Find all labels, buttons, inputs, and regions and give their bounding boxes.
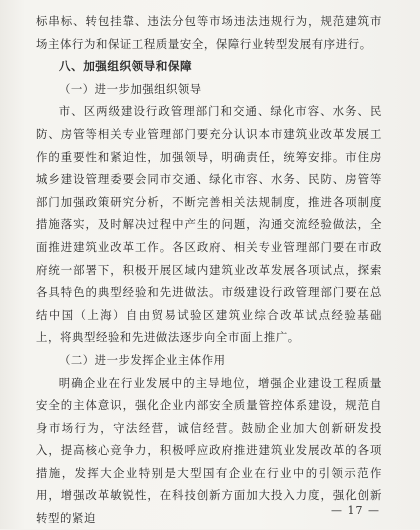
subsection-1-heading: （一）进一步加强组织领导 (59, 81, 202, 96)
subsection-2-heading: （二）进一步发挥企业主体作用 (59, 352, 226, 367)
page-number: — 17 — (331, 504, 380, 517)
subsection-2-paragraph: 明确企业在行业发展中的主导地位，增强企业建设工程质量安全的主体意识，强化企业内部安全质量管控体系建设，规范自身市场行为，守法经营，诚信经营。鼓励企业加大创新研发投入，提高核心竞争力，积极呼应政府推进建筑业发展改革的各项措施，发挥大企业特别是大型国有企业在行业中的引领示范作用，增强改革敏锐性，在科技创新方面加大投入力度，强化创新转型的紧迫 (36, 375, 382, 526)
subsection-1-paragraph: 市、区两级建设行政管理部门和交通、绿化市容、水务、民防、房管等相关专业管理部门要充分认识本市建筑业改革发展工作的重要性和紧迫性，加强领导，明确责任，统筹安排。市住房城乡建设管理委要会同市交通、绿化市容、水务、民防、房管等部门加强政策研究分析，不断完善相关法规制度，推进各项制度措施落实，及时解决过程中产生的问题，沟通交流经验做法，全面推进建筑业改革工作。各区政府、相关专业管理部门要在市政府统一部署下，积极开展区域内建筑业改革发展各项试点，探索各具特色的典型经验和先进做法。市级建设行政管理部门要在总结中国（上海）自由贸易试验区建筑业综合改革试点经验基础上，将典型经验和先进做法逐步向全市面上推广。 (36, 104, 382, 345)
intro-paragraph: 标串标、转包挂靠、违法分包等市场违法违规行为，规范建筑市场主体行为和保证工程质量安全，保障行业转型发展有序进行。 (36, 14, 382, 51)
section-heading: 八、加强组织领导和保障 (59, 59, 193, 74)
